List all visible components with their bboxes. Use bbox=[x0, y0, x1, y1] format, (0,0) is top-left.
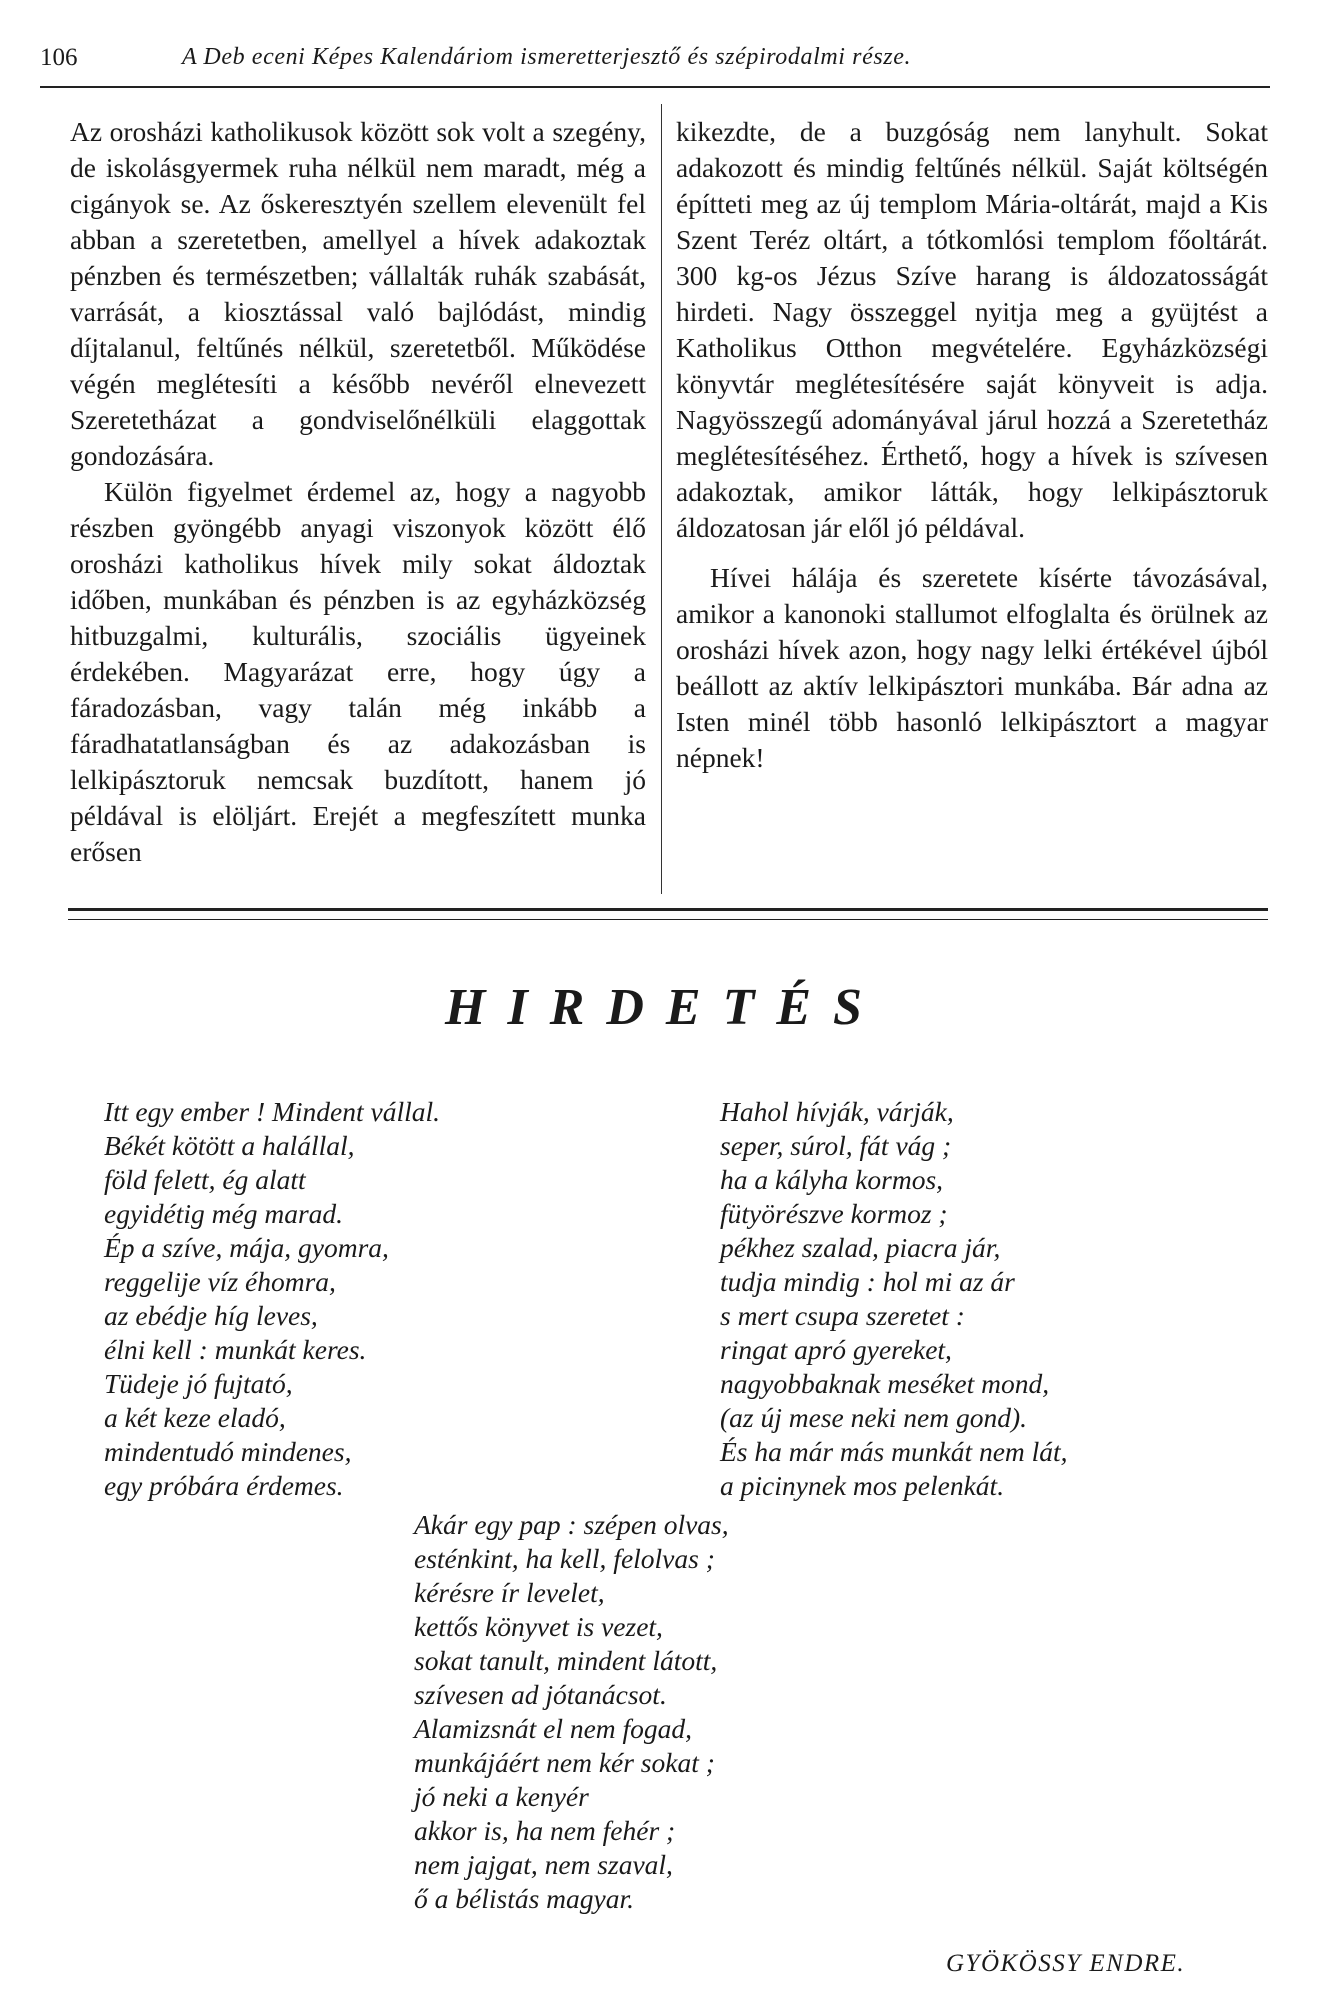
poem-line: egy próbára érdemes. bbox=[104, 1470, 344, 1501]
poem-line: mindentudó mindenes, bbox=[104, 1436, 352, 1467]
poem-line: nagyobbaknak meséket mond, bbox=[720, 1368, 1050, 1399]
poem-line: reggelije víz éhomra, bbox=[104, 1266, 336, 1297]
poem-stanza-2 bbox=[720, 1095, 1068, 1503]
running-title: A Deb eceni Képes Kalendáriom ismeretterjesztő és szépirodalmi része. bbox=[182, 44, 912, 70]
poem-line: fütyörészve kormoz ; bbox=[720, 1198, 948, 1229]
poem-line: föld felett, ég alatt bbox=[104, 1164, 306, 1195]
poem-line: az ebédje híg leves, bbox=[104, 1300, 318, 1331]
poem-line: Alamizsnát el nem fogad, bbox=[414, 1713, 693, 1744]
poem-line: tudja mindig : hol mi az ár bbox=[720, 1266, 1015, 1297]
article-paragraph: Külön figyelmet érdemel az, hogy a nagyobb részben gyöngébb anyagi viszonyok között élő orosházi katholikus hívek mily sokat áldoztak időben, munkában és pénzben is az egyházközség hitbuzgalmi, kulturális, szociális ügyeinek érdekében. Magyarázat erre, hogy úgy a fáradozásban, vagy talán még inkább a fáradhatatlanságban és az adakozásban is lelkipásztoruk nemcsak buzdított, hanem jó példával is elöljárt. Erejét a megfeszített munka erősen bbox=[70, 476, 646, 867]
poem-line: seper, súrol, fát vág ; bbox=[720, 1130, 952, 1161]
poem-line: Hahol hívják, várják, bbox=[720, 1096, 954, 1127]
author-signature: GYÖKÖSSY ENDRE. bbox=[946, 1950, 1186, 1977]
poem-line: ő a bélistás magyar. bbox=[414, 1883, 634, 1914]
page-number: 106 bbox=[40, 44, 78, 71]
poem-line: Békét kötött a halállal, bbox=[104, 1130, 355, 1161]
poem-line: kettős könyvet is vezet, bbox=[414, 1611, 663, 1642]
article-paragraph: kikezdte, de a buzgóság nem lanyhult. Sokat adakozott és mindig feltűnés nélkül. Saját költségén építteti meg az új templom Mária-oltárát, majd a Kis Szent Teréz oltárt, a tótkomlósi templom főoltárát. 300 kg-os Jézus Szíve harang is áldozatosságát hirdeti. Nagy összeggel nyitja meg a gyüjtést a Katholikus Otthon megvételére. Egyházközségi könyvtár meglétesítésére saját könyveit is adja. Nagyösszegű adományával járul hozzá a Szeretetház meglétesítéséhez. Érthető, hogy a hívek is szívesen adakoztak, amikor látták, hogy lelkipásztoruk áldozatosan jár elől jó példával. bbox=[676, 116, 1268, 543]
article-paragraph: Az orosházi katholikusok között sok volt a szegény, de iskolásgyermek ruha nélkül nem maradt, még a cigányok se. Az őskeresztyén szellem elevenült fel abban a szeretetben, amellyel a hívek adakoztak pénzben és természetben; vállalták ruhák szabását, varrását, a kiosztással való bajlódást, mindig díjtalanul, feltűnés nélkül, szeretetből. Működése végén meglétesíti a később nevéről elnevezett Szeretetházat a gondviselőnélküli elaggottak gondozására. bbox=[70, 116, 646, 471]
poem-line: munkájáért nem kér sokat ; bbox=[414, 1747, 715, 1778]
notice-heading: HIRDETÉS bbox=[445, 979, 884, 1036]
poem-line: ha a kályha kormos, bbox=[720, 1164, 944, 1195]
poem-line: jó neki a kenyér bbox=[414, 1781, 589, 1812]
poem-line: Itt egy ember ! Mindent vállal. bbox=[104, 1096, 441, 1127]
poem-line: a két keze eladó, bbox=[104, 1402, 286, 1433]
poem-line: pékhez szalad, piacra jár, bbox=[720, 1232, 1001, 1263]
poem-line: (az új mese neki nem gond). bbox=[720, 1402, 1027, 1433]
poem-stanza-1 bbox=[104, 1095, 440, 1503]
poem-line: a picinynek mos pelenkát. bbox=[720, 1470, 1005, 1501]
poem-stanza-3 bbox=[414, 1508, 729, 1916]
running-header bbox=[40, 44, 1270, 84]
poem-line: szívesen ad jótanácsot. bbox=[414, 1679, 667, 1710]
article-right-column bbox=[676, 114, 1268, 776]
column-divider bbox=[661, 104, 662, 894]
section-divider bbox=[68, 908, 1268, 920]
poem-line: akkor is, ha nem fehér ; bbox=[414, 1815, 676, 1846]
poem-line: Tüdeje jó fujtató, bbox=[104, 1368, 293, 1399]
poem-line: ringat apró gyereket, bbox=[720, 1334, 952, 1365]
poem-line: egyidétig még marad. bbox=[104, 1198, 344, 1229]
article-paragraph: Hívei hálája és szeretete kísérte távozásával, amikor a kanonoki stallumot elfoglalta és örülnek az orosházi hívek azon, hogy nagy lelki értékével újból beállott az aktív lelkipásztori munkába. Bár adna az Isten minél több hasonló lelkipásztort a magyar népnek! bbox=[676, 562, 1268, 773]
poem-line: És ha már más munkát nem lát, bbox=[720, 1436, 1068, 1467]
poem-line: sokat tanult, mindent látott, bbox=[414, 1645, 718, 1676]
poem-line: kérésre ír levelet, bbox=[414, 1577, 605, 1608]
article-left-column bbox=[70, 114, 646, 870]
poem-line: élni kell : munkát keres. bbox=[104, 1334, 367, 1365]
header-rule bbox=[40, 86, 1270, 88]
poem-line: Akár egy pap : szépen olvas, bbox=[414, 1509, 729, 1540]
poem-line: Ép a szíve, mája, gyomra, bbox=[104, 1232, 389, 1263]
poem-line: esténkint, ha kell, felolvas ; bbox=[414, 1543, 715, 1574]
poem-line: s mert csupa szeretet : bbox=[720, 1300, 965, 1331]
poem-line: nem jajgat, nem szaval, bbox=[414, 1849, 673, 1880]
